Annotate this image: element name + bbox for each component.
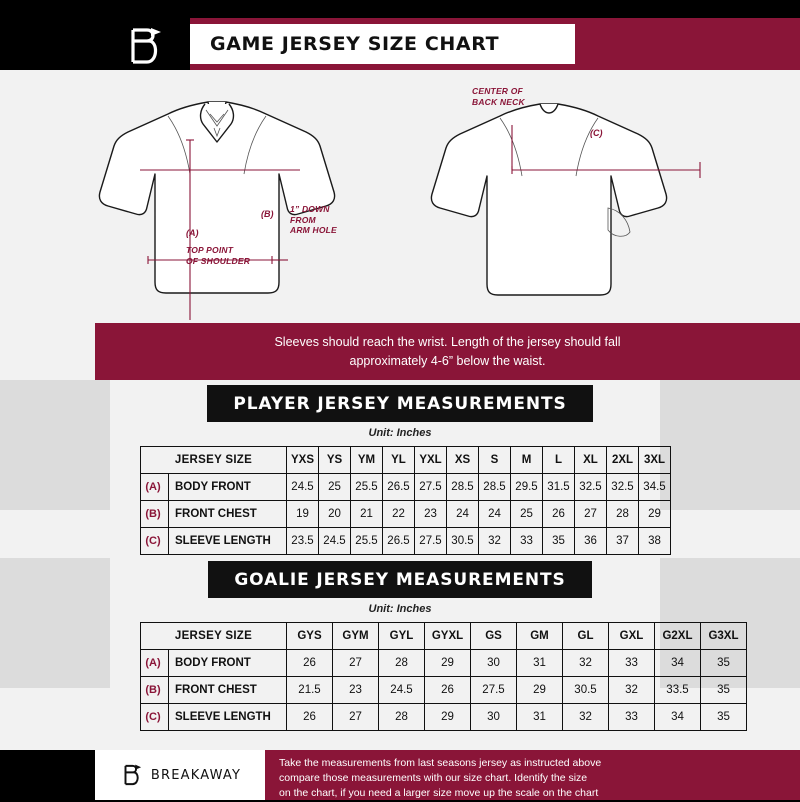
measurement-cell: 29 bbox=[517, 677, 563, 704]
measurement-cell: 34.5 bbox=[639, 474, 671, 501]
measurement-cell: 30.5 bbox=[447, 528, 479, 555]
row-label: FRONT CHEST bbox=[169, 501, 287, 528]
row-label: BODY FRONT bbox=[169, 650, 287, 677]
measurement-cell: 24.5 bbox=[319, 528, 351, 555]
measurement-cell: 27.5 bbox=[471, 677, 517, 704]
breakaway-b-logo-icon bbox=[119, 762, 145, 788]
table-row bbox=[141, 677, 747, 704]
size-column-header: GYL bbox=[379, 623, 425, 650]
row-mark: (A) bbox=[141, 650, 169, 677]
footer-line-2: compare those measurements with our size chart. Identify the size bbox=[279, 772, 588, 785]
size-column-header: G2XL bbox=[655, 623, 701, 650]
measurement-cell: 31.5 bbox=[543, 474, 575, 501]
size-column-header: YM bbox=[351, 447, 383, 474]
chart-sheet bbox=[0, 18, 800, 800]
measurement-cell: 33 bbox=[511, 528, 543, 555]
measurement-cell: 32 bbox=[563, 650, 609, 677]
measurement-cell: 28.5 bbox=[447, 474, 479, 501]
measurement-cell: 23 bbox=[333, 677, 379, 704]
measurement-cell: 38 bbox=[639, 528, 671, 555]
measurement-cell: 32.5 bbox=[607, 474, 639, 501]
measurement-cell: 34 bbox=[655, 704, 701, 731]
table-row bbox=[141, 474, 671, 501]
size-column-header: YL bbox=[383, 447, 415, 474]
measurement-cell: 36 bbox=[575, 528, 607, 555]
measurement-cell: 30 bbox=[471, 650, 517, 677]
measurement-cell: 34 bbox=[655, 650, 701, 677]
player-measurements-table bbox=[140, 446, 671, 555]
goalie-measurements-table bbox=[140, 622, 747, 731]
measurement-cell: 29 bbox=[425, 704, 471, 731]
row-mark: (B) bbox=[141, 501, 169, 528]
measurement-cell: 27 bbox=[575, 501, 607, 528]
footer-bar bbox=[0, 750, 800, 800]
jersey-diagram bbox=[0, 70, 800, 320]
footer-line-3: on the chart, if you need a larger size move up the scale on the chart bbox=[279, 787, 599, 800]
label-one-inch-down: 1” DOWN FROM ARM HOLE bbox=[290, 204, 337, 236]
size-column-header: G3XL bbox=[701, 623, 747, 650]
measurement-cell: 37 bbox=[607, 528, 639, 555]
measurement-cell: 29.5 bbox=[511, 474, 543, 501]
mark-c: (C) bbox=[590, 128, 603, 138]
row-label: SLEEVE LENGTH bbox=[169, 528, 287, 555]
measurement-cell: 35 bbox=[701, 704, 747, 731]
row-mark: (B) bbox=[141, 677, 169, 704]
measurement-cell: 31 bbox=[517, 704, 563, 731]
measurement-cell: 35 bbox=[543, 528, 575, 555]
measurement-cell: 25 bbox=[511, 501, 543, 528]
size-column-header: GYXL bbox=[425, 623, 471, 650]
footer-brand-text: BREAKAWAY bbox=[150, 767, 242, 783]
size-column-header: GL bbox=[563, 623, 609, 650]
row-label: SLEEVE LENGTH bbox=[169, 704, 287, 731]
measurement-cell: 22 bbox=[383, 501, 415, 528]
measurement-cell: 27 bbox=[333, 704, 379, 731]
measurement-cell: 30.5 bbox=[563, 677, 609, 704]
table-header-row bbox=[141, 447, 671, 474]
measurement-cell: 32.5 bbox=[575, 474, 607, 501]
size-header-cell: JERSEY SIZE bbox=[141, 447, 287, 474]
header-bar bbox=[0, 18, 800, 70]
measurement-cell: 29 bbox=[425, 650, 471, 677]
size-column-header: YXS bbox=[287, 447, 319, 474]
measurement-cell: 32 bbox=[479, 528, 511, 555]
size-column-header: 3XL bbox=[639, 447, 671, 474]
size-column-header: GYS bbox=[287, 623, 333, 650]
measurement-cell: 27 bbox=[333, 650, 379, 677]
top-black-bar bbox=[0, 0, 800, 18]
size-column-header: GM bbox=[517, 623, 563, 650]
player-section-title: PLAYER JERSEY MEASUREMENTS bbox=[207, 385, 592, 422]
measurement-cell: 26 bbox=[425, 677, 471, 704]
table-row bbox=[141, 650, 747, 677]
size-column-header: YXL bbox=[415, 447, 447, 474]
size-column-header: GXL bbox=[609, 623, 655, 650]
measurement-cell: 25.5 bbox=[351, 474, 383, 501]
measurement-cell: 33 bbox=[609, 650, 655, 677]
label-center-back-neck: CENTER OF BACK NECK bbox=[472, 86, 525, 107]
measurement-cell: 26 bbox=[287, 704, 333, 731]
measurement-cell: 24 bbox=[447, 501, 479, 528]
size-column-header: YS bbox=[319, 447, 351, 474]
goalie-section-title-wrap bbox=[0, 561, 800, 598]
note-band bbox=[95, 323, 800, 380]
footer-instructions bbox=[265, 750, 800, 800]
measurement-cell: 29 bbox=[639, 501, 671, 528]
size-column-header: XS bbox=[447, 447, 479, 474]
size-column-header: 2XL bbox=[607, 447, 639, 474]
measurement-cell: 24 bbox=[479, 501, 511, 528]
measurement-cell: 21.5 bbox=[287, 677, 333, 704]
measurement-cell: 33.5 bbox=[655, 677, 701, 704]
measurement-cell: 27.5 bbox=[415, 528, 447, 555]
measurement-cell: 24.5 bbox=[379, 677, 425, 704]
table-row bbox=[141, 704, 747, 731]
mark-b: (B) bbox=[261, 209, 274, 219]
size-column-header: L bbox=[543, 447, 575, 474]
row-mark: (A) bbox=[141, 474, 169, 501]
measurement-cell: 26.5 bbox=[383, 474, 415, 501]
player-section-title-wrap bbox=[0, 385, 800, 422]
note-line-1: Sleeves should reach the wrist. Length of the jersey should fall bbox=[274, 334, 621, 349]
measurement-cell: 23 bbox=[415, 501, 447, 528]
size-column-header: GYM bbox=[333, 623, 379, 650]
measurement-cell: 31 bbox=[517, 650, 563, 677]
measurement-cell: 23.5 bbox=[287, 528, 319, 555]
measurement-cell: 30 bbox=[471, 704, 517, 731]
measurement-cell: 35 bbox=[701, 677, 747, 704]
footer-line-1: Take the measurements from last seasons jersey as instructed above bbox=[279, 757, 602, 769]
mark-a: (A) bbox=[186, 228, 199, 238]
goalie-section-title: GOALIE JERSEY MEASUREMENTS bbox=[208, 561, 591, 598]
header-title-box bbox=[190, 24, 575, 64]
table-row bbox=[141, 501, 671, 528]
label-top-point-shoulder: TOP POINT OF SHOULDER bbox=[186, 245, 251, 266]
measurement-cell: 25.5 bbox=[351, 528, 383, 555]
page-title: GAME JERSEY SIZE CHART bbox=[210, 33, 500, 55]
footer-brand-box bbox=[95, 750, 265, 800]
measurement-cell: 19 bbox=[287, 501, 319, 528]
measurement-cell: 28.5 bbox=[479, 474, 511, 501]
table-header-row bbox=[141, 623, 747, 650]
measurement-cell: 27.5 bbox=[415, 474, 447, 501]
row-label: FRONT CHEST bbox=[169, 677, 287, 704]
measurement-cell: 24.5 bbox=[287, 474, 319, 501]
measurement-cell: 28 bbox=[379, 650, 425, 677]
measurement-cell: 33 bbox=[609, 704, 655, 731]
note-line-2: approximately 4-6” below the waist. bbox=[349, 353, 546, 368]
size-column-header: S bbox=[479, 447, 511, 474]
measurement-cell: 26.5 bbox=[383, 528, 415, 555]
goalie-unit-label: Unit: Inches bbox=[368, 603, 432, 615]
measurement-cell: 32 bbox=[609, 677, 655, 704]
size-column-header: XL bbox=[575, 447, 607, 474]
measurement-cell: 26 bbox=[543, 501, 575, 528]
measurement-cell: 32 bbox=[563, 704, 609, 731]
size-header-cell: JERSEY SIZE bbox=[141, 623, 287, 650]
measurement-cell: 28 bbox=[379, 704, 425, 731]
row-mark: (C) bbox=[141, 528, 169, 555]
row-label: BODY FRONT bbox=[169, 474, 287, 501]
measurement-cell: 28 bbox=[607, 501, 639, 528]
size-column-header: M bbox=[511, 447, 543, 474]
size-column-header: GS bbox=[471, 623, 517, 650]
table-row bbox=[141, 528, 671, 555]
measurement-cell: 26 bbox=[287, 650, 333, 677]
measurement-cell: 25 bbox=[319, 474, 351, 501]
player-unit-label: Unit: Inches bbox=[368, 427, 432, 439]
row-mark: (C) bbox=[141, 704, 169, 731]
measurement-cell: 35 bbox=[701, 650, 747, 677]
breakaway-b-logo-icon bbox=[110, 24, 180, 68]
measurement-cell: 20 bbox=[319, 501, 351, 528]
measurement-cell: 21 bbox=[351, 501, 383, 528]
